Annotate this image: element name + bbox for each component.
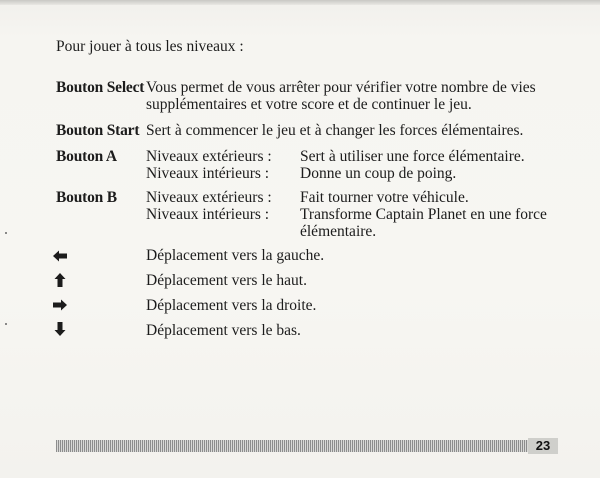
arrow-left-icon (52, 249, 68, 263)
control-label-start: Bouton Start (56, 122, 140, 139)
control-row-start (56, 122, 576, 140)
control-b-int-label: Niveaux intérieurs : (146, 206, 270, 223)
control-label-select: Bouton Select (56, 79, 145, 96)
control-row-b (56, 189, 576, 241)
page-number: 23 (528, 438, 558, 454)
control-a-ext-value: Sert à utiliser une force élémentaire. (300, 148, 525, 165)
control-row-a (56, 148, 576, 184)
control-a-ext-label: Niveaux extérieurs : (146, 148, 272, 165)
scan-mark (5, 232, 7, 234)
control-label-b: Bouton B (56, 189, 117, 206)
control-desc-select-line1: Vous permet de vous arrêter pour vérifier votre nombre de vies (146, 79, 536, 96)
control-label-a: Bouton A (56, 148, 117, 165)
scan-mark (5, 323, 7, 325)
footer-bar (56, 440, 528, 452)
control-a-int-value: Donne un coup de poing. (300, 165, 457, 182)
control-desc-start: Sert à commencer le jeu et à changer les forces élémentaires. (146, 122, 524, 139)
page-top-edge (0, 0, 600, 5)
arrow-right-icon (52, 298, 68, 312)
control-b-int-value-line2: élémentaire. (300, 223, 377, 240)
arrow-down-icon (53, 321, 69, 335)
direction-text-down: Déplacement vers le bas. (146, 322, 301, 339)
control-b-int-value-line1: Transforme Captain Planet en une force (300, 206, 547, 223)
direction-text-up: Déplacement vers le haut. (146, 272, 307, 289)
intro-text: Pour jouer à tous les niveaux : (56, 38, 244, 55)
control-a-int-label: Niveaux intérieurs : (146, 165, 270, 182)
control-row-select (56, 79, 576, 115)
arrow-up-icon (53, 272, 69, 286)
control-desc-select-line2: supplémentaires et votre score et de continuer le jeu. (146, 96, 472, 113)
direction-text-left: Déplacement vers la gauche. (146, 247, 325, 264)
control-b-ext-value: Fait tourner votre véhicule. (300, 189, 469, 206)
control-b-ext-label: Niveaux extérieurs : (146, 189, 272, 206)
direction-text-right: Déplacement vers la droite. (146, 297, 317, 314)
